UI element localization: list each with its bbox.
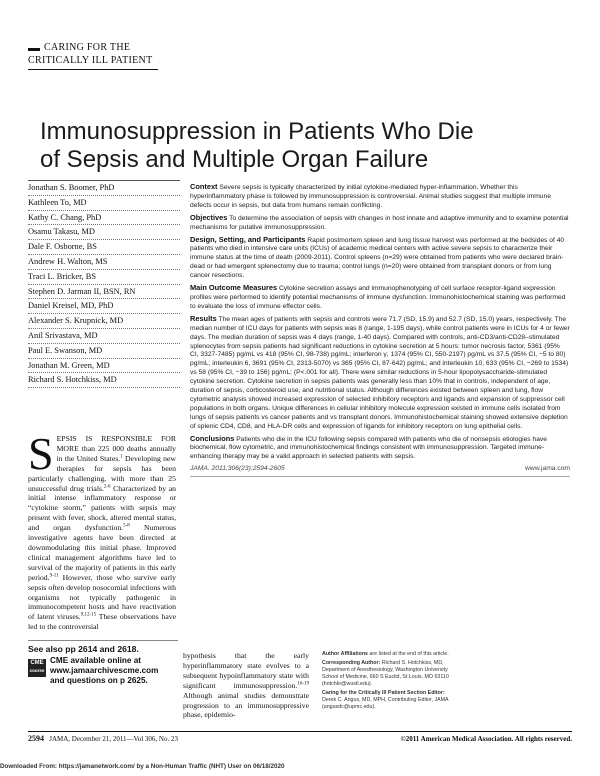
- section-rule: [28, 48, 40, 51]
- body-paragraph: [183, 651, 309, 720]
- reference: 9,12-15: [80, 612, 97, 618]
- intro-text: These observations have led to the controversial: [28, 612, 176, 632]
- author: Paul E. Swanson, MD: [28, 344, 180, 359]
- see-also: See also pp 2614 and 2618.: [28, 640, 178, 654]
- intro-text: Developing new therapies for sepsis has been particularly challenging, with more than 25 unsuccessful drug trials.: [28, 453, 176, 493]
- intro-column: [28, 428, 177, 632]
- affiliation-paragraph: [322, 660, 450, 688]
- cme-link[interactable]: www.jamaarchivescme.com: [50, 666, 159, 675]
- abstract-context: [190, 183, 570, 211]
- affiliations: [322, 651, 450, 713]
- abstract: [190, 183, 570, 477]
- drop-cap: S: [28, 428, 54, 479]
- intro-text: Numerous investigative agents have been directed at downmodulating this initial phase. Improved clinical management algorithms have led to survival of the majority of patients in this early period.: [28, 523, 176, 582]
- abstract-heading: Objectives: [190, 212, 228, 222]
- author: Richard S. Hotchkiss, MD: [28, 373, 180, 388]
- page-number: 2594: [28, 734, 44, 743]
- citation-line: [190, 465, 570, 477]
- abstract-results: [190, 315, 570, 432]
- intro-paragraph: [28, 428, 177, 632]
- reference: 2-6: [103, 483, 111, 489]
- download-notice: Downloaded From: https://jamanetwork.com/ by a Non-Human Traffic (NHT) User on 06/18/2020: [0, 763, 285, 770]
- body-text: hypothesis that the early hyperinflammatory state evolves to a subsequent hypoinflammatory state with significant immunosuppression.: [183, 651, 309, 690]
- affiliation-heading: Author Affiliations: [322, 651, 368, 657]
- author: Stephen D. Jarman II, BSN, RN: [28, 285, 180, 300]
- author: Daniel Kreisel, MD, PhD: [28, 299, 180, 314]
- affiliation-text: Richard S. Hotchkiss, MD, Department of Anesthesiology, Washington University School of Medicine, 660 S Euclid, St Louis, MO 63110 (hotchkr@wustl.edu).: [322, 660, 449, 687]
- affiliation-text: are listed at the end of this article.: [368, 651, 449, 657]
- author: Osamu Takasu, MD: [28, 225, 180, 240]
- abstract-text: The mean ages of patients with sepsis and controls were 71.7 (SD, 15.9) and 52.7 (SD, 15.0) years, respectively. The median number of ICU days for patients with sepsis was 8 (range, 1-195 days), while control patients were in ICUs for 4 or fewer days. The median duration of sepsis was 4 days (range, 1-40 days). Compared with controls, anti-CD3/anti-CD28–stimulated splenocytes from sepsis patients had significant reductions in cytokine secretion at 5 hours: tumor necrosis factor, 5361 (95% CI, 3327-7485) pg/mL vs 418 (95% CI, 98-738) pg/mL; interferon γ, 1374 (95% CI, 550-2197) pg/mL vs 37.5 (95% CI, −5 to 80) pg/mL; interleukin 6, 3691 (95% CI, 2313-5070) vs 365 (95% CI, 87-642) pg/mL; and interleukin 10, 633 (95% CI, −269 to 1534) vs 58 (95% CI, −39 to 156) pg/mL; (P<.001 for all). There were similar reductions in 5-hour lipopolysaccharide-stimulated cytokine secretion. Cytokine secretion in sepsis patients was generally less than 10% that in controls, independent of age, duration of sepsis, corticosteroid use, and nutritional status. Although differences existed between spleen and lung, flow cytometric analysis showed increased expression of selected inhibitory receptors and ligands and expansion of suppressor cell populations in both organs. Unique differences in cellular inhibitory molecule expression existed in immune cells isolated from lungs of sepsis patients vs cancer patients and vs transplant donors. Immunohistochemical staining showed extensive depletion of splenic CD4, CD8, and HLA-DR cells and expression of ligands for inhibitory receptors on lung epithelial cells.: [190, 315, 570, 430]
- author: Jonathan M. Green, MD: [28, 359, 180, 374]
- abstract-text: Cytokine secretion assays and immunophenotyping of cell surface receptor-ligand expression profiles were performed to identify potential mechanisms of immune dysfunction. Immunohistochemical staining was performed to evaluate the loss of immune effector cells.: [190, 285, 566, 310]
- author: Anil Srivastava, MD: [28, 329, 180, 344]
- cme-logo-line: CME: [30, 660, 44, 666]
- abstract-text: To determine the association of sepsis with changes in host innate and adaptive immunity and to examine potential mechanisms for putative immunosuppression.: [190, 214, 569, 231]
- cme-logo-line: course: [29, 668, 45, 673]
- abstract-text: Patients who die in the ICU following sepsis compared with patients who die of nonsepsis etiologies have biochemical, flow cytometric, and immunohistochemical findings consistent with immunosuppression. Targeted immune-enhancing therapy may be a valid approach in selected patients with sepsis.: [190, 435, 547, 461]
- title-line-1: Immunosuppression in Patients Who Die: [40, 118, 474, 145]
- author: Dale F. Osborne, BS: [28, 240, 180, 255]
- author: Traci L. Bricker, BS: [28, 270, 180, 285]
- author: Andrew H. Walton, MS: [28, 255, 180, 270]
- page-footer: [28, 731, 572, 746]
- cme-text: [50, 656, 178, 686]
- abstract-text: Severe sepsis is typically characterized by initial cytokine-mediated hyper-inflammation. Whether this hyperinflammatory phase is followed by immunosuppression is controversial. Animal studies suggest that multiple immune defects occur in sepsis, but data from humans remain conflicting.: [190, 184, 551, 209]
- reference: 9-11: [49, 573, 59, 579]
- article-title: [40, 118, 560, 174]
- abstract-outcome: [190, 284, 570, 312]
- abstract-heading: Design, Setting, and Participants: [190, 234, 306, 244]
- author: Kathleen To, MD: [28, 196, 180, 211]
- affiliation-paragraph: [322, 690, 450, 711]
- body-column-2: [183, 651, 309, 720]
- intro-text: Characterized by an initial intense inflammatory response or “cytokine storm,” patients with sepsis may present with fever, shock, altered mental status, and organ dysfunction.: [28, 483, 177, 533]
- abstract-conclusions: [190, 435, 570, 463]
- intro-text: EPSIS IS RESPONSIBLE FOR MORE than 225 000 deaths annually in the United States.: [56, 434, 176, 463]
- reference: 1: [120, 454, 123, 460]
- journal-issue: JAMA, December 21, 2011—Vol 306, No. 23: [49, 735, 178, 743]
- reference: 16-19: [297, 681, 309, 687]
- intro-text: However, those who survive early sepsis often develop nosocomial infections with organisms not typically pathogenic in immunocompetent hosts and have reactivation of latent viruses.: [28, 572, 176, 622]
- cme-line: CME available online at: [50, 656, 141, 665]
- title-line-2: of Sepsis and Multiple Organ Failure: [40, 146, 429, 173]
- affiliation-heading: Corresponding Author:: [322, 660, 381, 666]
- affiliation-text: Derek C. Angus, MD, MPH, Contributing Editor, JAMA (angusdc@upmc.edu).: [322, 697, 449, 710]
- cme-icon: [28, 659, 46, 677]
- section-line-2: CRITICALLY ILL PATIENT: [28, 55, 158, 70]
- affiliation-paragraph: [322, 651, 450, 658]
- abstract-objectives: [190, 214, 570, 233]
- abstract-heading: Results: [190, 313, 217, 323]
- section-header: [28, 42, 158, 70]
- citation: JAMA. 2011;306(23):2594-2605: [190, 465, 285, 473]
- journal-url[interactable]: www.jama.com: [525, 465, 570, 473]
- author: Jonathan S. Boomer, PhD: [28, 180, 180, 196]
- cme-line: and questions on p 2625.: [50, 676, 148, 685]
- abstract-text: Rapid postmortem spleen and lung tissue harvest was performed at the bedsides of 40 patients who died in intensive care units (ICUs) of academic medical centers with active severe sepsis to characterize their immune status at the time of death (2009-2011). Control spleens (n=29) were obtained from patients who were declared brain-dead or had emergent splenectomy due to trauma; control lungs (n=20) were obtained from transplant donors or from lung cancer resections.: [190, 236, 565, 280]
- author: Alexander S. Krupnick, MD: [28, 314, 180, 329]
- abstract-heading: Context: [190, 182, 218, 191]
- abstract-design: [190, 236, 570, 282]
- copyright: ©2011 American Medical Association. All rights reserved.: [400, 735, 572, 743]
- section-line-1: CARING FOR THE: [44, 42, 131, 53]
- body-text: Although animal studies demonstrate progression to an immunosuppressive phase, epidemio-: [183, 690, 309, 720]
- abstract-heading: Main Outcome Measures: [190, 283, 278, 293]
- author: Kathy C. Chang, PhD: [28, 211, 180, 226]
- affiliation-heading: Caring for the Critically Ill Patient Section Editor:: [322, 690, 445, 696]
- abstract-heading: Conclusions: [190, 433, 235, 443]
- reference: 5-8: [123, 523, 130, 529]
- cme-box: [28, 656, 178, 694]
- author-list: [28, 180, 180, 388]
